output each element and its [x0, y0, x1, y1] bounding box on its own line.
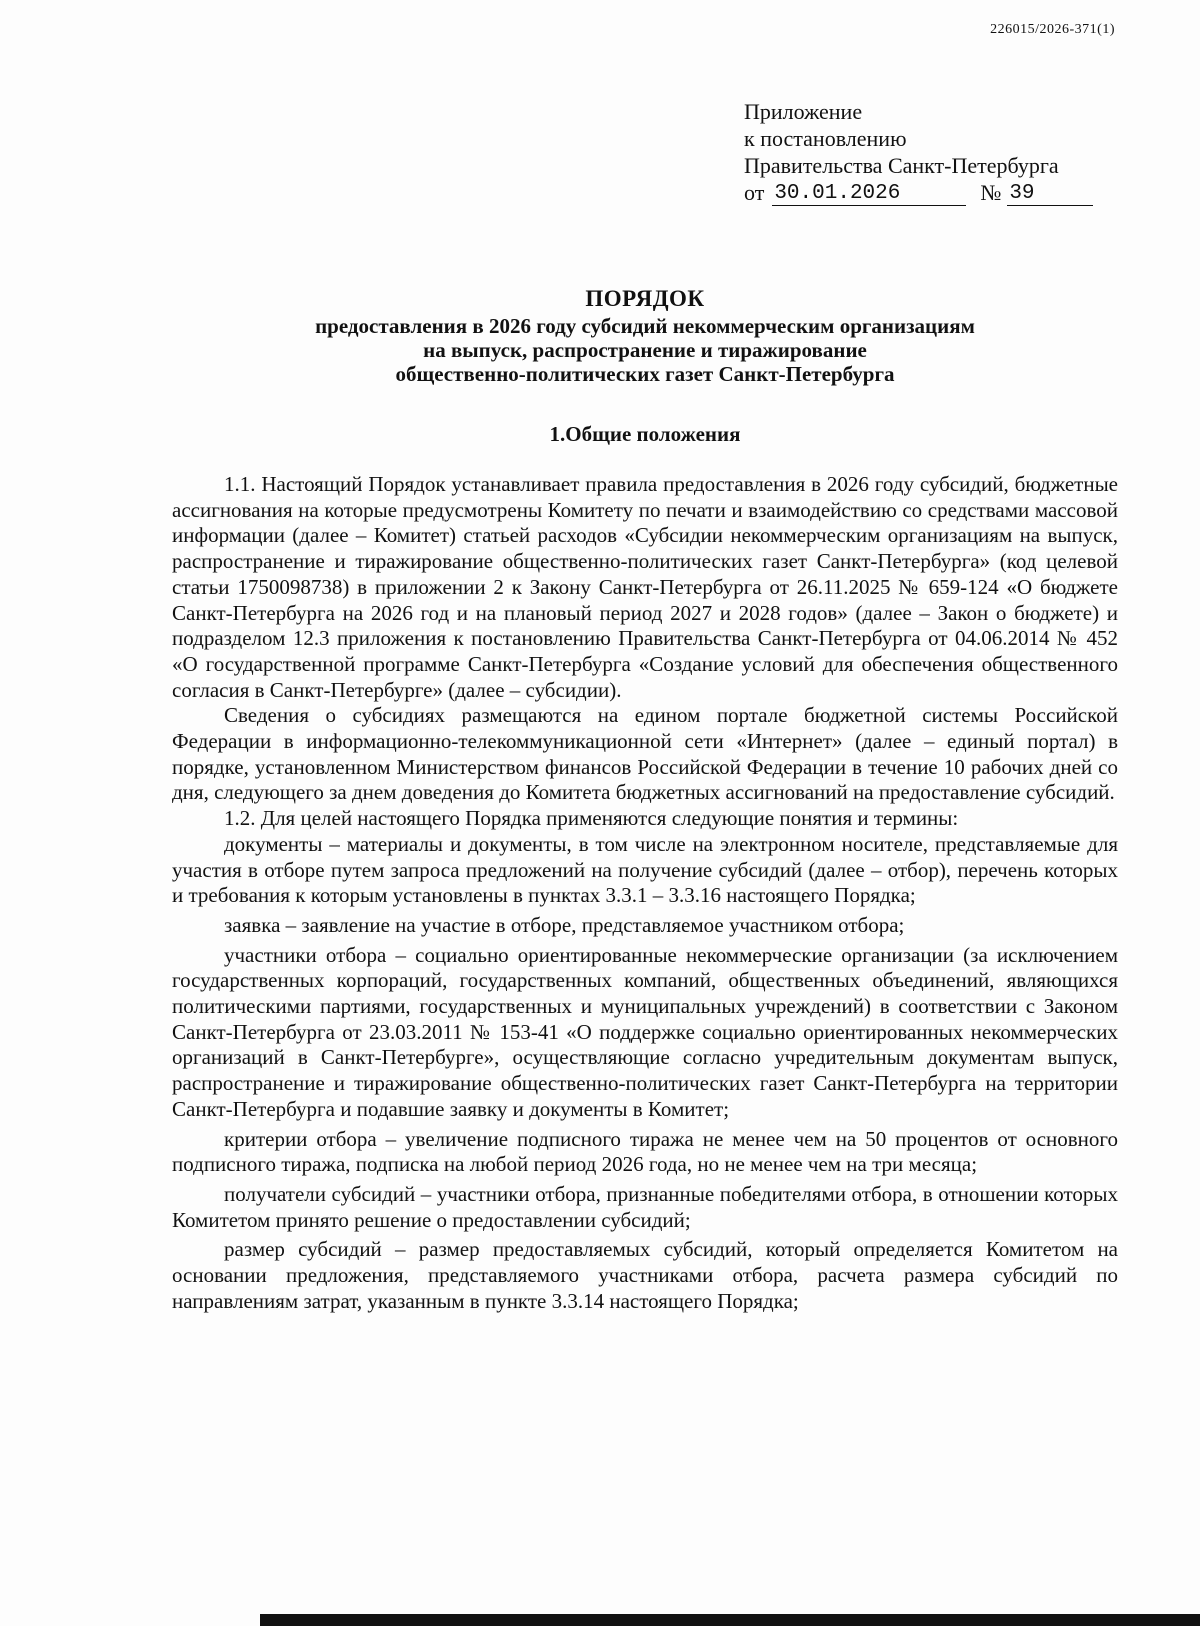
paragraph: критерии отбора – увеличение подписного тиража не менее чем на 50 процентов от основного подписного тиража, подписка на любой период 2026 года, но не менее чем на три месяца; [172, 1126, 1118, 1177]
paragraph: 1.1. Настоящий Порядок устанавливает правила предоставления в 2026 году субсидий, бюджетные ассигнования на которые предусмотрены Комитету по печати и взаимодействию со средствами массовой информации (далее – Комитет) статьей расходов «Субсидии некоммерческим организациям на выпуск, распространение и тиражирование общественно-политических газет Санкт-Петербурга» (код целевой статьи 1750098738) в приложении 2 к Закону Санкт-Петербурга от 26.11.2025 № 659-124 «О бюджете Санкт-Петербурга на 2026 год и на плановый период 2027 и 2028 годов» (далее – Закон о бюджете) и подразделом 12.3 приложения к постановлению Правительства Санкт-Петербурга от 04.06.2014 № 452 «О государственной программе Санкт-Петербурга «Создание условий для обеспечения общественного согласия в Санкт-Петербурге» (далее – субсидии). [172, 472, 1118, 702]
paragraph: документы – материалы и документы, в том числе на электронном носителе, представляемые для участия в отборе путем запроса предложений на получение субсидий (далее – отбор), перечень которых и требования к которым установлены в пунктах 3.3.1 – 3.3.16 настоящего Порядка; [172, 831, 1118, 908]
date-prefix: от [744, 180, 765, 205]
title-line-2: на выпуск, распространение и тиражирование [423, 338, 867, 362]
appendix-line-3: Правительства Санкт-Петербурга [744, 153, 1059, 178]
section-heading: 1.Общие положения [549, 422, 741, 446]
appendix-block [744, 98, 1093, 206]
document-body [172, 472, 1118, 1315]
scan-edge-bar [260, 1614, 1200, 1626]
paragraph: участники отбора – социально ориентированные некоммерческие организации (за исключением государственных корпораций, государственных компаний, общественных объединений, являющихся политическими партиями, государственных и муниципальных учреждений) в соответствии с Законом Санкт-Петербурга от 23.03.2011 № 153-41 «О поддержке социально ориентированных некоммерческих организаций в Санкт-Петербурге», осуществляющие согласно учредительным документам выпуск, распространение и тиражирование общественно-политических газет Санкт-Петербурга на территории Санкт-Петербурга и подавшие заявку и документы в Комитет; [172, 942, 1118, 1121]
title-line-3: общественно-политических газет Санкт-Петербурга [395, 362, 895, 386]
paragraph: получатели субсидий – участники отбора, признанные победителями отбора, в отношении которых Комитетом принято решение о предоставлении субсидий; [172, 1181, 1118, 1232]
paragraph: Сведения о субсидиях размещаются на едином портале бюджетной системы Российской Федерации в информационно-телекоммуникационной сети «Интернет» (далее – единый портал) в порядке, установленном Министерством финансов Российской Федерации в течение 10 рабочих дней со дня, следующего за днем доведения до Комитета бюджетных ассигнований на предоставление субсидий. [172, 703, 1118, 805]
paragraph: размер субсидий – размер предоставляемых субсидий, который определяется Комитетом на основании предложения, представляемого участниками отбора, расчета размера субсидий по направлениям затрат, указанным в пункте 3.3.14 настоящего Порядка; [172, 1237, 1118, 1313]
number-sign: № [980, 180, 1002, 205]
paragraph: 1.2. Для целей настоящего Порядка применяются следующие понятия и термины: [224, 806, 959, 831]
decree-number: 39 [1007, 183, 1093, 206]
title-line-1: предоставления в 2026 году субсидий некоммерческим организациям [315, 314, 975, 338]
paragraph: заявка – заявление на участие в отборе, представляемое участником отбора; [224, 912, 905, 937]
appendix-line-1: Приложение [744, 99, 863, 124]
title-main: ПОРЯДОК [585, 286, 705, 311]
decree-date: 30.01.2026 [772, 183, 966, 206]
appendix-line-2: к постановлению [744, 126, 907, 151]
document-title [0, 284, 1200, 386]
appendix-date-line [744, 179, 1093, 206]
document-code: 226015/2026-371(1) [990, 22, 1115, 37]
